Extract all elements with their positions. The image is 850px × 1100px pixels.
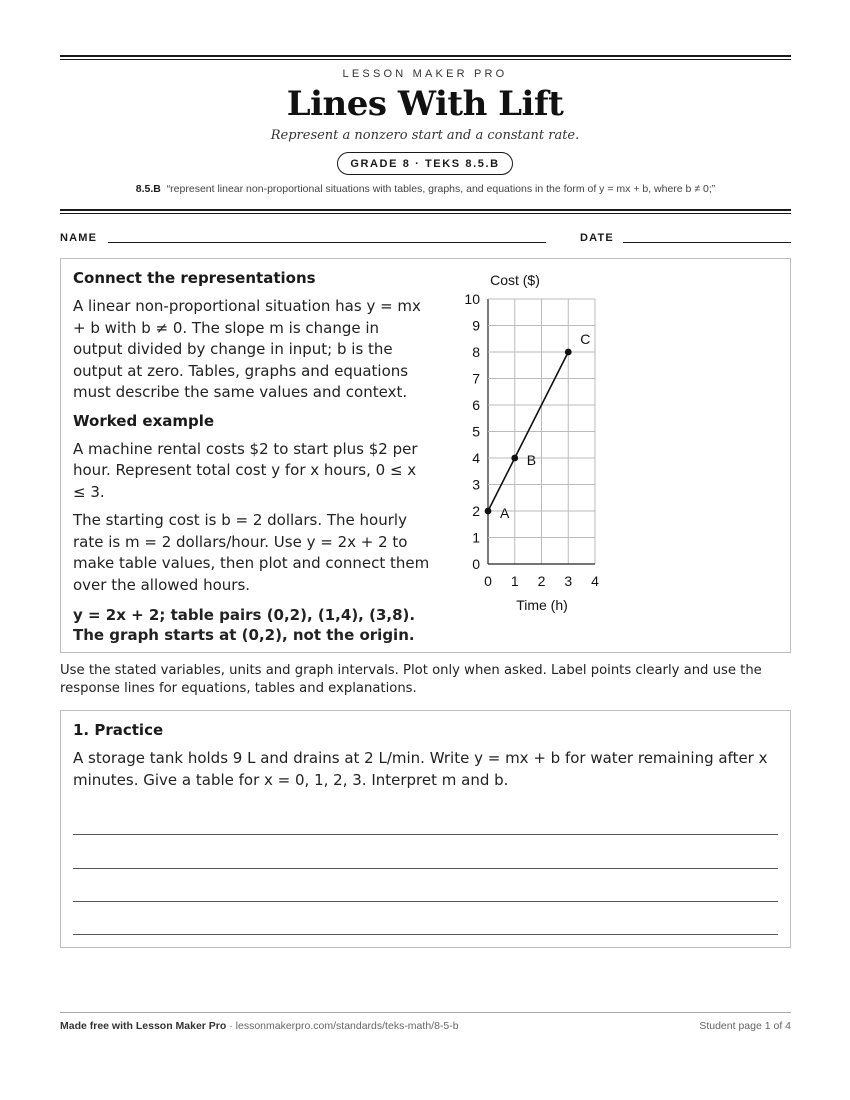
top-rule-thick xyxy=(60,55,791,57)
brand-name: LESSON MAKER PRO xyxy=(342,68,508,80)
y-tick-label: 0 xyxy=(472,556,480,572)
y-tick-label: 8 xyxy=(472,344,480,360)
y-tick-label: 4 xyxy=(472,450,480,466)
x-tick-label: 3 xyxy=(564,573,573,589)
y-tick-label: 6 xyxy=(472,397,480,413)
y-tick-label: 10 xyxy=(464,291,480,307)
x-tick-labels xyxy=(484,573,599,589)
header-rule-thick xyxy=(60,209,791,211)
x-tick-label: 4 xyxy=(591,573,599,589)
y-tick-label: 2 xyxy=(472,503,480,519)
data-point-b xyxy=(511,455,518,462)
practice-box xyxy=(60,710,791,948)
point-label-b: B xyxy=(526,452,537,468)
x-tick-label: 2 xyxy=(537,573,546,589)
worked-example-answer: y = 2x + 2; table pairs (0,2), (1,4), (3,8). The graph starts at (0,2), not the origin. xyxy=(73,606,416,644)
data-point-a xyxy=(485,508,492,515)
y-tick-label: 3 xyxy=(472,476,480,493)
concept-heading: Connect the representations xyxy=(73,269,316,287)
standard-text: “represent linear non-proportional situations with tables, graphs, and equations in the form of y = mx + b, where b ≠ 0;” xyxy=(166,183,716,195)
footer-separator: · xyxy=(229,1020,233,1032)
name-label: NAME xyxy=(60,232,98,244)
point-label-c: C xyxy=(580,331,591,347)
footer-made-with: Made free with Lesson Maker Pro xyxy=(60,1020,227,1032)
response-line[interactable] xyxy=(73,834,778,835)
concept-box xyxy=(60,258,791,653)
response-line[interactable] xyxy=(73,868,778,869)
response-line[interactable] xyxy=(73,934,778,935)
response-line[interactable] xyxy=(73,901,778,902)
name-field[interactable] xyxy=(108,242,546,243)
cost-time-graph xyxy=(440,262,640,622)
x-tick-label: 1 xyxy=(510,573,519,589)
worked-example-problem: A machine rental costs $2 to start plus $2 per hour. Represent total cost y for x hours, 0 ≤ x ≤ 3. xyxy=(73,439,418,501)
point-label-a: A xyxy=(500,505,510,521)
y-tick-label: 9 xyxy=(472,317,480,334)
concept-paragraph: A linear non-proportional situation has y = mx + b with b ≠ 0. The slope m is change in output divided by change in input; b is the output at zero. Tables, graphs and equations must describe the same values and context. xyxy=(73,297,421,401)
instructions-text: Use the stated variables, units and graph intervals. Plot only when asked. Label points clearly and use the response lines for equations, tables and explanations. xyxy=(60,663,762,696)
footer-credit xyxy=(60,1020,459,1032)
practice-heading: 1. Practice xyxy=(73,721,164,739)
y-tick-label: 7 xyxy=(472,370,480,387)
practice-question: A storage tank holds 9 L and drains at 2 L/min. Write y = mx + b for water remaining after x minutes. Give a table for x = 0, 1, 2, 3. Interpret m and b. xyxy=(73,749,768,789)
y-tick-label: 1 xyxy=(472,529,480,546)
footer-rule xyxy=(60,1012,791,1013)
footer-url[interactable]: lessonmakerpro.com/standards/teks-math/8-5-b xyxy=(235,1020,459,1032)
standard-code: 8.5.B xyxy=(135,183,161,195)
x-tick-label: 0 xyxy=(484,573,492,589)
y-tick-label: 5 xyxy=(472,423,480,440)
date-label: DATE xyxy=(580,232,614,244)
worked-example-heading: Worked example xyxy=(73,411,215,430)
x-axis-label: Time (h) xyxy=(516,597,568,613)
worked-example-solution: The starting cost is b = 2 dollars. The hourly rate is m = 2 dollars/hour. Use y = 2x + 2 to make table values, then plot and connect them over the allowed hours. xyxy=(73,511,430,594)
y-tick-labels xyxy=(464,291,480,572)
page-title: Lines With Lift xyxy=(286,84,564,124)
header-rule-thin xyxy=(60,213,791,214)
top-rule-thin xyxy=(60,59,791,60)
footer-page-number: Student page 1 of 4 xyxy=(699,1020,791,1032)
y-axis-label: Cost ($) xyxy=(490,272,540,288)
standard-statement xyxy=(60,183,791,195)
chart-series xyxy=(485,331,591,521)
data-point-c xyxy=(565,349,572,356)
page-subtitle: Represent a nonzero start and a constant rate. xyxy=(270,128,580,143)
chart-grid xyxy=(488,299,595,564)
grade-badge: GRADE 8 · TEKS 8.5.B xyxy=(337,152,513,175)
date-field[interactable] xyxy=(623,242,791,243)
